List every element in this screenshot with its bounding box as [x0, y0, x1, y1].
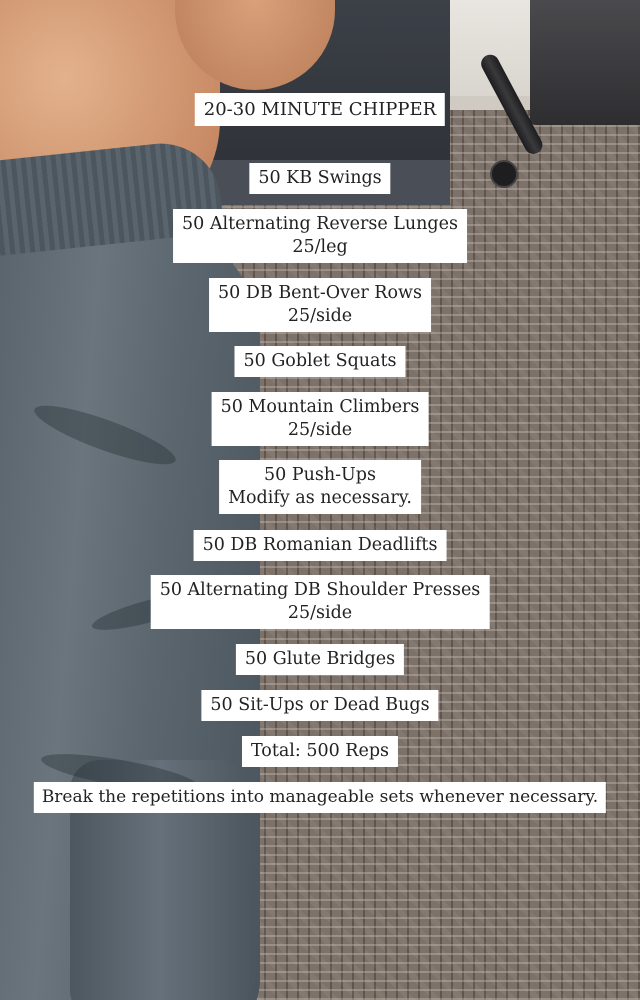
exercise-note: Modify as necessary.	[228, 488, 412, 508]
exercise-item	[236, 644, 404, 675]
exercise-name: 50 Glute Bridges	[244, 649, 396, 669]
workout-title	[195, 93, 445, 126]
exercise-name: 50 Goblet Squats	[243, 351, 397, 371]
exercise-item	[194, 530, 447, 561]
exercise-name: 50 DB Romanian Deadlifts	[202, 535, 438, 555]
exercise-item	[173, 209, 467, 263]
exercise-name: 50 KB Swings	[258, 168, 382, 188]
exercise-note: 25/leg	[292, 237, 348, 257]
exercise-name: 50 Push-Ups	[264, 465, 376, 485]
exercise-item	[219, 460, 421, 514]
exercise-item	[212, 392, 429, 446]
exercise-note: 25/side	[287, 420, 353, 440]
exercise-item	[201, 690, 438, 721]
exercise-item	[151, 575, 490, 629]
exercise-note: 25/side	[287, 603, 353, 623]
exercise-note: 25/side	[287, 306, 353, 326]
exercise-item	[234, 346, 405, 377]
footer-note	[34, 782, 606, 813]
exercise-name: 50 Alternating DB Shoulder Presses	[159, 580, 481, 600]
total-reps	[242, 736, 398, 767]
exercise-item	[249, 163, 390, 194]
exercise-name: 50 Mountain Climbers	[220, 397, 420, 417]
exercise-item	[209, 278, 431, 332]
workout-title-text: 20-30 MINUTE CHIPPER	[203, 99, 437, 120]
total-reps-text: Total: 500 Reps	[250, 741, 390, 761]
footer-note-text: Break the repetitions into manageable sets whenever necessary.	[41, 787, 599, 807]
exercise-name: 50 DB Bent-Over Rows	[218, 283, 422, 303]
exercise-name: 50 Alternating Reverse Lunges	[182, 214, 458, 234]
exercise-name: 50 Sit-Ups or Dead Bugs	[210, 695, 430, 715]
